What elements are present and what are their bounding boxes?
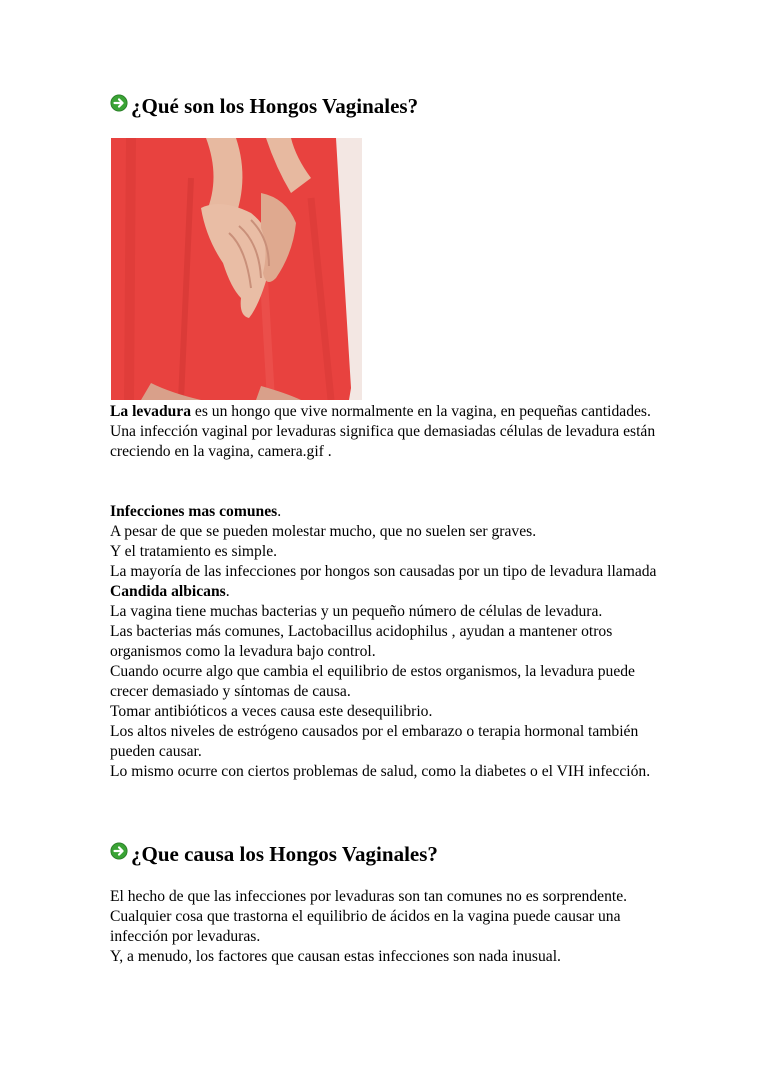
bold-term: Candida albicans <box>110 583 226 600</box>
causes-paragraph <box>110 887 670 967</box>
bold-subheading: Infecciones mas comunes <box>110 503 278 520</box>
intro-text: es un hongo que vive normalmente en la vagina, en pequeñas cantidades. <box>191 403 651 420</box>
photo-illustration <box>111 138 362 400</box>
paragraph-line: Tomar antibióticos a veces causa este desequilibrio. <box>110 703 433 720</box>
paragraph-line: Las bacterias más comunes, Lactobacillus acidophilus , ayudan a mantener otros organismos como la levadura bajo control. <box>110 623 613 660</box>
common-heading <box>110 502 670 522</box>
paragraph-line: Lo mismo ocurre con ciertos problemas de salud, como la diabetes o el VIH infección. <box>110 763 651 780</box>
paragraph-line: Cualquier cosa que trastorna el equilibrio de ácidos en la vagina puede causar una infección por levaduras. <box>110 908 621 945</box>
article-photo <box>111 138 362 400</box>
section-heading-what-are <box>110 94 418 119</box>
paragraph-line: Y el tratamiento es simple. <box>110 543 278 560</box>
paragraph-line: Cuando ocurre algo que cambia el equilibrio de estos organismos, la levadura puede crecer demasiado y síntomas de causa. <box>110 663 635 700</box>
bold-term: La levadura <box>110 403 192 420</box>
intro-line-1 <box>110 402 670 422</box>
heading-text: ¿Que causa los Hongos Vaginales? <box>131 842 438 866</box>
common-infections-section <box>110 502 670 782</box>
green-arrow-icon <box>110 94 128 112</box>
intro-line-2: Una infección vaginal por levaduras significa que demasiadas células de levadura están creciendo en la vagina, camera.gif . <box>110 423 656 460</box>
paragraph-line: Los altos niveles de estrógeno causados por el embarazo o terapia hormonal también pueden causar. <box>110 723 639 760</box>
paragraph-line: La vagina tiene muchas bacterias y un pequeño número de células de levadura. <box>110 603 603 620</box>
line-text: La mayoría de las infecciones por hongos son causadas por un tipo de levadura llamada <box>110 563 657 580</box>
line-tail: . <box>225 583 230 600</box>
paragraph-line: A pesar de que se pueden molestar mucho, que no suelen ser graves. <box>110 523 537 540</box>
paragraph-line: El hecho de que las infecciones por levaduras son tan comunes no es sorprendente. <box>110 888 628 905</box>
heading-text: ¿Qué son los Hongos Vaginales? <box>131 94 419 118</box>
intro-paragraph <box>110 402 670 462</box>
paragraph-line <box>110 562 670 602</box>
heading-tail: . <box>277 503 282 520</box>
section-heading-causes <box>110 842 438 867</box>
paragraph-line: Y, a menudo, los factores que causan estas infecciones son nada inusual. <box>110 948 561 965</box>
green-arrow-icon <box>110 842 128 860</box>
